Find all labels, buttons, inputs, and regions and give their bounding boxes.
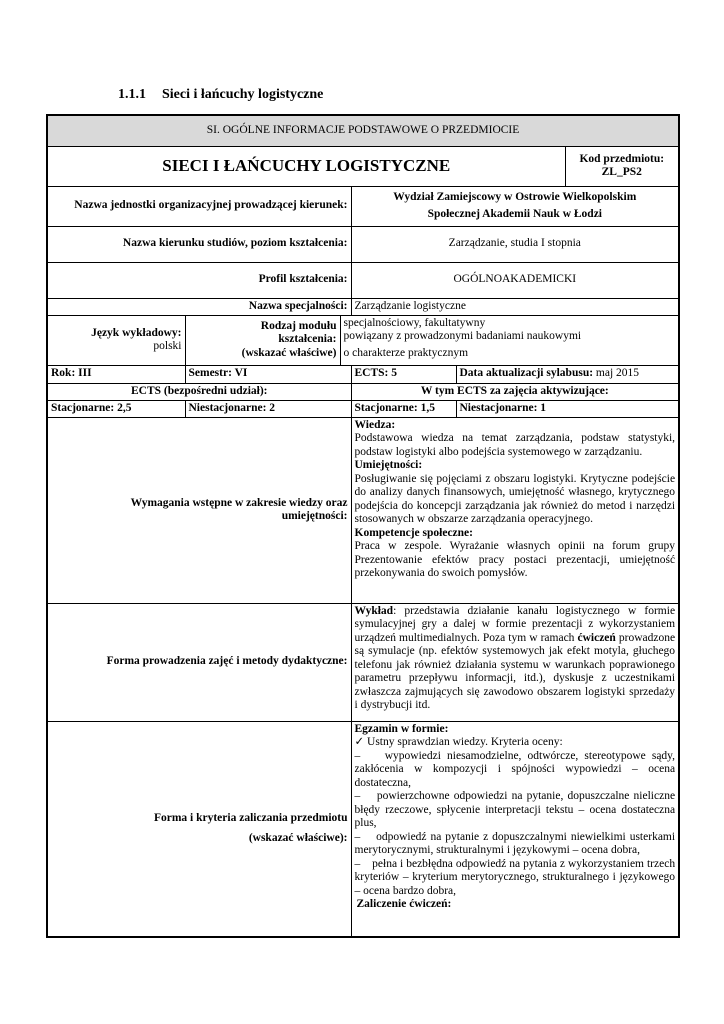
teaching-text-2: prowadzone są symulacje (np. efektów systemowych jak efekt motyla, głuchego telefonu jak również działania systemu w warunkach poprawionego parametru przepływu informacji, itd.), dyskusje z uczestnikami zwłaszcza zajmujących się zawodowo obszarem logistyki sprzedaży i dystrybucji itd. [354,631,676,711]
criterion-3-text: odpowiedź na pytanie z dopuszczalnymi niewielkimi usterkami merytorycznymi, strukturalnymi i językowymi – ocena dobra, [354,830,676,856]
module-type-value [340,315,679,365]
course-code-cell [565,146,679,186]
ects-active-label: W tym ECTS za zajęcia aktywizujące: [351,383,679,400]
criteria-label-2: (wskazać właściwe): [248,831,348,844]
module-type-label-2: kształcenia: [278,333,337,346]
oral-exam-text: Ustny sprawdzian wiedzy. Kryteria oceny: [364,736,563,748]
specialty-value: Zarządzanie logistyczne [351,298,679,315]
unit-label: Nazwa jednostki organizacyjnej prowadzącej kierunek: [47,186,351,226]
criteria-label-1: Forma i kryteria zaliczania przedmiotu [153,812,348,825]
criterion-3 [355,831,676,858]
update-date [456,365,679,383]
specialty-label: Nazwa specjalności: [47,298,351,315]
knowledge-heading: Wiedza: [354,418,396,431]
criterion-2-text: powierzchowne odpowiedzi na pytanie, dopuszczalne nieliczne błędy rzeczowe, spłycenie interpretacji tekstu – ocena dostateczna plus, [354,790,676,829]
skills-heading: Umiejętności: [354,459,423,471]
criterion-4-text: pełna i bezbłędna odpowiedź na pytania z wykorzystaniem trzech kryteriów – kryterium merytorycznego, strukturalnego i językowego – ocena bardzo dobra, [354,857,676,897]
year: Rok: III [47,365,185,383]
module-type-label [185,315,340,365]
language-cell [47,315,185,365]
direct-part-time: Niestacjonarne: 2 [185,400,351,417]
requirements-label-1: Wymagania wstępne w zakresie wiedzy oraz [130,496,348,509]
language-label: Język wykładowy: [91,326,182,339]
teaching-form-value [351,603,679,721]
criteria-label [47,721,351,937]
active-part-time: Niestacjonarne: 1 [456,400,679,417]
direct-full-time: Stacjonarne: 2,5 [47,400,185,417]
lecture-heading: Wykład [354,604,394,617]
module-type-value-1: specjalnościowy, fakultatywny [343,316,486,329]
field-label: Nazwa kierunku studiów, poziom kształcenia: [47,226,351,262]
section-title: Sieci i łańcuchy logistyczne [162,87,324,102]
knowledge-text: Podstawowa wiedza na temat zarządzania, podstaw statystyki, podstaw logistyki albo podejścia systemowego w zarządzaniu. [354,432,676,458]
skills-text: Posługiwanie się pojęciami z obszaru logistyki. Krytyczne podejście do analizy danych finansowych, umiejętność własnego, krytycznego podejścia do koncepcji zarządzania jak również do metod i narzędzi stosowanych w obszarze zarządzania operacyjnego. [354,472,676,525]
dash-icon: – [354,857,361,870]
course-title: SIECI I ŁAŃCUCHY LOGISTYCZNE [47,146,565,186]
dash-icon: – [354,830,361,843]
course-code-label: Kod przedmiotu: [579,152,665,165]
dash-icon: – [354,790,361,802]
section-header: SI. OGÓLNE INFORMACJE PODSTAWOWE O PRZEDMIOCIE [47,115,679,146]
profile-label: Profil kształcenia: [47,262,351,298]
exercises-heading: ćwiczeń [577,631,616,644]
requirements-label-2: umiejętności: [281,510,348,522]
criterion-4 [355,858,676,899]
criterion-1 [355,750,676,791]
dash-icon: – [354,749,361,762]
module-type-value-3: o charakterze praktycznym [343,346,469,359]
module-type-label-1: Rodzaj modułu [260,319,337,332]
syllabus-table [46,114,680,938]
teaching-form-label: Forma prowadzenia zajęć i metody dydaktyczne: [47,603,351,721]
module-type-value-2: powiązany z prowadzonymi badaniami naukowymi [343,330,582,342]
update-value: maj 2015 [593,367,640,380]
semester: Semestr: VI [185,365,351,383]
unit-value-line-1: Wydział Zamiejscowy w Ostrowie Wielkopolskim [393,191,637,203]
exam-heading: Egzamin w formie: [354,722,449,735]
social-text: Praca w zespole. Wyrażanie własnych opinii na forum grupy Prezentowanie efektów pracy postaci prezentacji, umiejętność przekonywania do swoich pomysłów. [354,540,676,579]
update-label: Data aktualizacji sylabusu: [459,367,594,380]
language-value: polski [153,340,182,352]
criterion-2 [355,790,676,831]
teaching-text-1: : przedstawia działanie kanału logistycznego w formie symulacyjnej gry a dalej w formie prezentacji z wykorzystaniem urządzeń multimedialnych. Poza tym w ramach [354,604,676,644]
requirements-label [47,417,351,603]
profile-value: OGÓLNOAKADEMICKI [351,262,679,298]
requirements-value [351,417,679,603]
module-type-label-3: (wskazać właściwe) [241,346,337,359]
criteria-value [351,721,679,937]
active-full-time: Stacjonarne: 1,5 [351,400,456,417]
check-icon: ✓ [354,736,365,748]
field-value: Zarządzanie, studia I stopnia [351,226,679,262]
oral-exam-line [355,736,676,750]
course-code: ZL_PS2 [601,166,642,178]
ects-direct-label: ECTS (bezpośredni udział): [47,383,351,400]
unit-value [351,186,679,226]
criterion-1-text: wypowiedzi niesamodzielne, odtwórcze, stereotypowe sądy, zakłócenia w kompozycji i spójności wypowiedzi – ocena dostateczna, [354,749,676,789]
ects: ECTS: 5 [351,365,456,383]
unit-value-line-2: Społecznej Akademii Nauk w Łodzi [427,207,602,220]
section-heading [118,87,323,103]
exercises-pass-heading: Zaliczenie ćwiczeń: [356,898,452,910]
section-number: 1.1.1 [118,87,146,102]
social-heading: Kompetencje społeczne: [354,526,473,539]
